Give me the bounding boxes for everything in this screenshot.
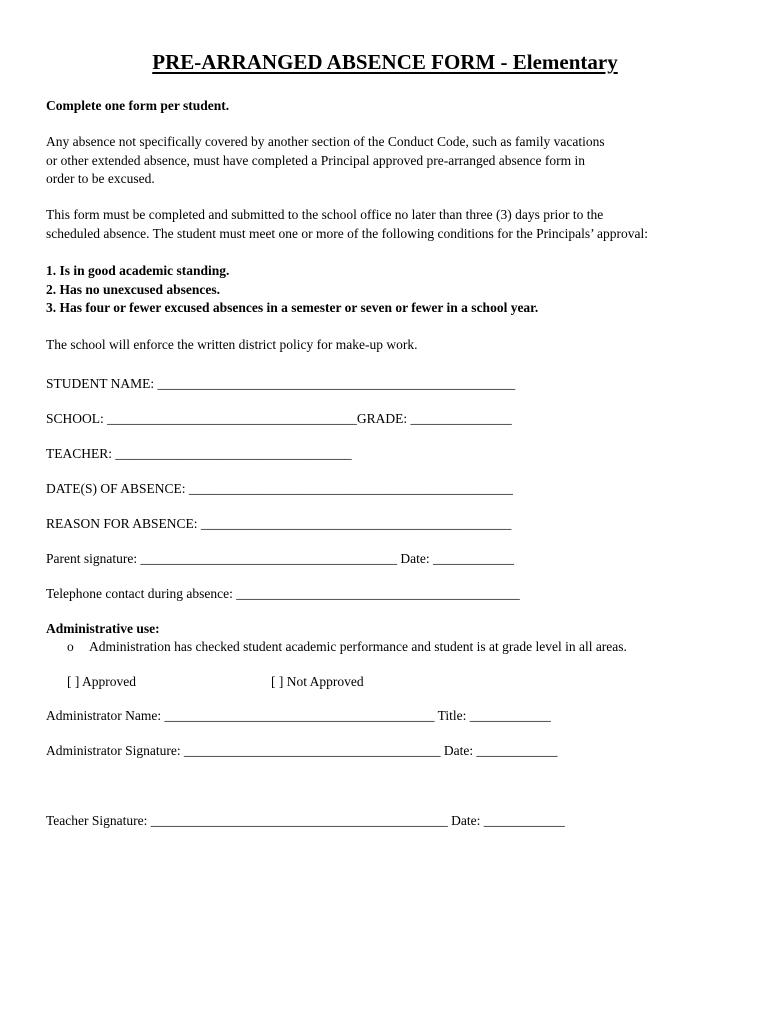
telephone-field[interactable]: Telephone contact during absence: __________________________________________ [46,586,520,601]
instruction-text: Complete one form per student. [46,98,230,113]
intro-line: Any absence not specifically covered by another section of the Conduct Code, such as family vacations [46,134,605,149]
admin-heading: Administrative use: [46,621,160,636]
admin-name-field[interactable]: Administrator Name: ________________________________________ Title: ____________ [46,708,551,723]
submission-line: This form must be completed and submitted to the school office no later than three (3) days prior to the [46,207,604,222]
teacher-signature-field[interactable]: Teacher Signature: ____________________________________________ Date: ____________ [46,813,565,828]
submission-line: scheduled absence. The student must meet one or more of the following conditions for the Principals’ approval: [46,225,648,241]
admin-bullet [67,638,627,656]
condition-item: 3. Has four or fewer excused absences in a semester or seven or fewer in a school year. [46,300,539,315]
school-grade-field[interactable]: SCHOOL: _____________________________________GRADE: _______________ [46,411,512,426]
not-approved-checkbox[interactable]: [ ] Not Approved [271,674,364,689]
condition-item: 2. Has no unexcused absences. [46,281,221,297]
condition-item: 1. Is in good academic standing. [46,263,230,278]
intro-line: or other extended absence, must have completed a Principal approved pre-arranged absence form in [46,152,586,168]
admin-bullet-text: Administration has checked student academic performance and student is at grade level in all areas. [89,639,627,654]
absence-dates-field[interactable]: DATE(S) OF ABSENCE: ________________________________________________ [46,481,513,496]
approved-checkbox[interactable]: [ ] Approved [67,674,136,689]
intro-line: order to be excused. [46,171,155,186]
parent-signature-field[interactable]: Parent signature: ______________________________________ Date: ____________ [46,551,514,566]
bullet-circle-icon: o [67,639,74,654]
admin-signature-field[interactable]: Administrator Signature: ______________________________________ Date: ____________ [46,743,558,758]
form-title: PRE-ARRANGED ABSENCE FORM - Elementary [152,50,618,74]
intro-paragraph [46,133,736,189]
absence-reason-field[interactable]: REASON FOR ABSENCE: ______________________________________________ [46,516,512,531]
teacher-field[interactable]: TEACHER: ___________________________________ [46,446,352,461]
student-name-field[interactable]: STUDENT NAME: _____________________________________________________ [46,376,516,391]
submission-paragraph [46,206,736,243]
conditions-list [46,262,736,318]
policy-text: The school will enforce the written district policy for make-up work. [46,337,418,352]
